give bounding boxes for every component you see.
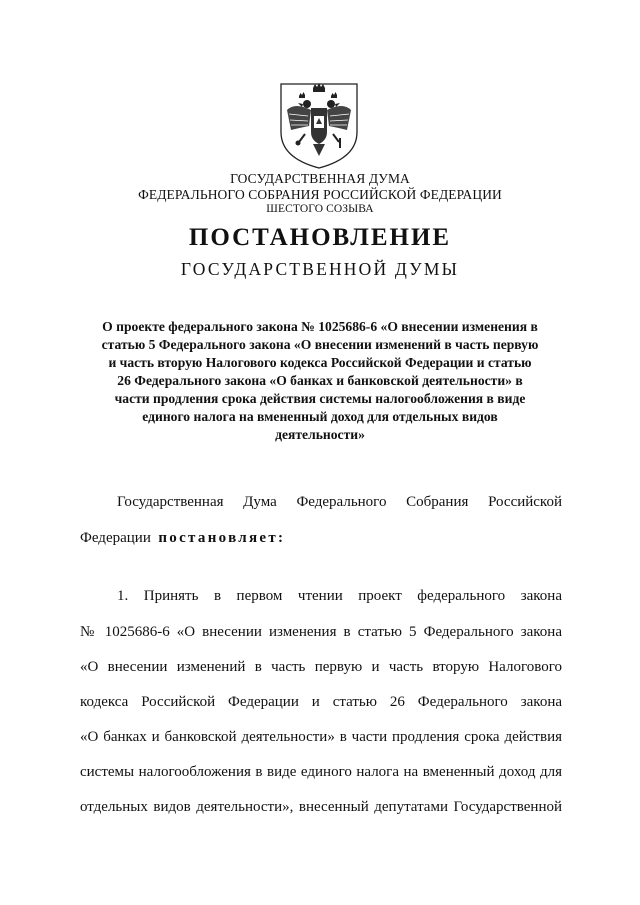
preamble-line-1: Государственная Дума Федерального Собрания Российской xyxy=(117,494,562,510)
preamble-text: Федерации xyxy=(80,530,151,546)
item-1-line: 1. Принять в первом чтении проект федерального закона xyxy=(117,588,562,604)
document-subtitle: ГОСУДАРСТВЕННОЙ ДУМЫ xyxy=(180,259,460,279)
item-1-line: отдельных видов деятельности», внесенный депутатами Государственной xyxy=(80,799,562,815)
subject-line: и часть вторую Налогового кодекса Российской Федерации и статью xyxy=(108,355,532,370)
document-subject xyxy=(70,318,570,444)
item-1-line: № 1025686-6 «О внесении изменения в статью 5 Федерального закона xyxy=(80,624,562,640)
header-line-3: ШЕСТОГО СОЗЫВА xyxy=(266,203,374,215)
subject-line: О проекте федерального закона № 1025686-6 «О внесении изменения в xyxy=(102,319,538,334)
decree-verb: постановляет: xyxy=(158,530,286,546)
item-1-line: кодекса Российской Федерации и статью 26 Федерального закона xyxy=(80,694,562,710)
item-1-line: «О внесении изменений в часть первую и часть вторую Налогового xyxy=(80,659,562,675)
subject-line: деятельности» xyxy=(275,427,365,442)
subject-line: единого налога на вмененный доход для отдельных видов xyxy=(142,409,498,424)
item-1-line: системы налогообложения в виде единого налога на вмененный доход для xyxy=(80,764,562,780)
header-line-1: ГОСУДАРСТВЕННАЯ ДУМА xyxy=(230,171,410,186)
subject-line: статью 5 Федерального закона «О внесении изменений в часть первую xyxy=(101,337,539,352)
subject-line: 26 Федерального закона «О банках и банковской деятельности» в xyxy=(117,373,523,388)
document-type-title: ПОСТАНОВЛЕНИЕ xyxy=(188,224,452,251)
item-1-line: «О банках и банковской деятельности» в части продления срока действия xyxy=(80,729,562,745)
subject-line: части продления срока действия системы налогообложения в виде xyxy=(114,391,526,406)
preamble-line-2 xyxy=(80,530,562,547)
header-line-2: ФЕДЕРАЛЬНОГО СОБРАНИЯ РОССИЙСКОЙ ФЕДЕРАЦИИ xyxy=(138,187,502,202)
state-emblem-icon xyxy=(275,80,363,170)
